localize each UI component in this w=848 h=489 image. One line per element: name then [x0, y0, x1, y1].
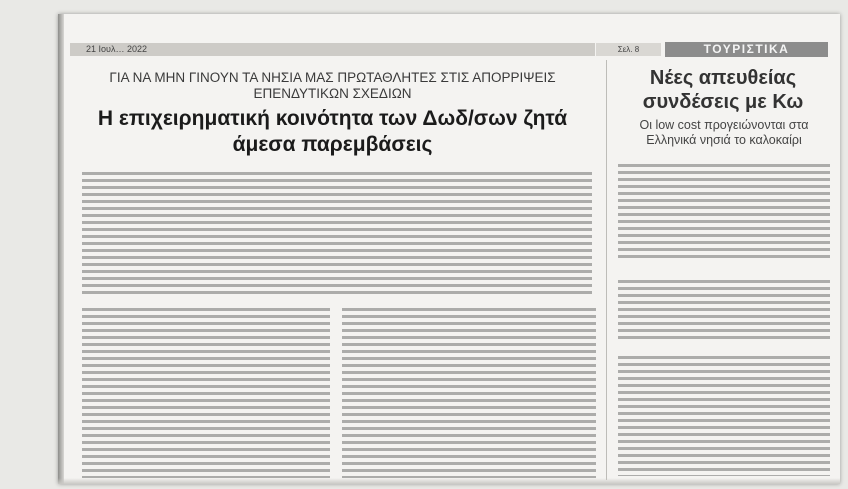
side-article-paragraph-1: [618, 164, 830, 260]
illegible-text-block: [618, 280, 830, 342]
side-article-subtitle: Οι low cost προγειώνονται στα Ελληνικά νησιά το καλοκαίρι: [639, 118, 809, 147]
side-article-title: Νέες απευθείας συνδέσεις με Κω: [642, 67, 804, 113]
article-body-column-2: [342, 308, 596, 478]
illegible-text-block: [82, 172, 592, 294]
illegible-text-block: [618, 164, 830, 260]
article-lead-paragraph: [82, 172, 592, 294]
illegible-text-block: [342, 308, 596, 478]
page-edge-shadow: [58, 478, 840, 484]
column-divider: [606, 60, 607, 480]
side-article-paragraph-3: [618, 356, 830, 476]
article-headline: Η επιχειρηματική κοινότητα των Δωδ/σων ζητά άμεσα παρεμβάσεις: [97, 107, 568, 156]
section-tag: ΤΟΥΡΙΣΤΙΚΑ: [665, 42, 828, 57]
page-number: Σελ. 8: [596, 43, 661, 56]
illegible-text-block: [82, 308, 330, 478]
page-header-date: 21 Ιουλ… 2022: [70, 43, 595, 56]
illegible-text-block: [618, 356, 830, 476]
side-article-paragraph-2: [618, 280, 830, 342]
newspaper-page: [58, 14, 840, 484]
article-body-column-1: [82, 308, 330, 478]
article-kicker: ΓΙΑ ΝΑ ΜΗΝ ΓΙΝΟΥΝ ΤΑ ΝΗΣΙΑ ΜΑΣ ΠΡΩΤΑΘΛΗΤΕΣ ΣΤΙΣ ΑΠΟΡΡΙΨΕΙΣ ΕΠΕΝΔΥΤΙΚΩΝ ΣΧΕΔΙΩΝ: [109, 70, 556, 101]
